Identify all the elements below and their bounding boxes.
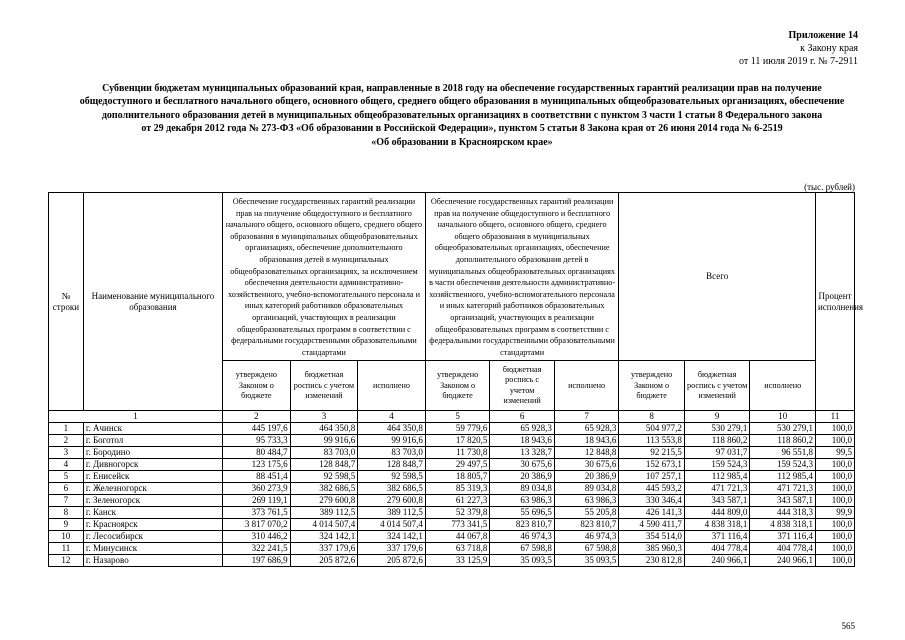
amount-cell: 152 673,1: [619, 459, 685, 471]
header-percent: Процент исполнения: [815, 193, 854, 411]
column-number: 4: [358, 411, 426, 423]
amount-cell: 99 916,6: [358, 435, 426, 447]
amount-cell: 230 812,8: [619, 555, 685, 567]
amount-cell: 205 872,6: [358, 555, 426, 567]
amount-cell: 118 860,2: [684, 435, 750, 447]
table-row: [49, 519, 855, 531]
amount-cell: 67 598,8: [554, 543, 619, 555]
amount-cell: 426 141,3: [619, 507, 685, 519]
amount-cell: 464 350,8: [358, 423, 426, 435]
amount-cell: 17 820,5: [425, 435, 490, 447]
amount-cell: 360 273,9: [223, 483, 291, 495]
header-executed: исполнено: [554, 361, 619, 411]
amount-cell: 773 341,5: [425, 519, 490, 531]
amount-cell: 11 730,8: [425, 447, 490, 459]
header-group-support-staff: Обеспечение государственных гарантий реализации прав на получение общедоступного и бесплатного начального общего, основного общего, среднего общего образования в муниципальных общеобразовательных организациях, обеспечение дополнительного образования детей в муниципальных общеобразовательных организациях в части обеспечения деятельности административно-хозяйственного, учебно-вспомогательного персонала и иных категорий работников образовательных организаций, участвующих в реализации общеобразовательных программ в соответствии с федеральными государственными образовательными стандартами: [425, 193, 619, 361]
municipality-name: г. Железногорск: [83, 483, 222, 495]
amount-cell: 197 686,9: [223, 555, 291, 567]
amount-cell: 382 686,5: [358, 483, 426, 495]
amount-cell: 504 977,2: [619, 423, 685, 435]
amount-cell: 18 805,7: [425, 471, 490, 483]
amount-cell: 83 703,0: [290, 447, 358, 459]
amount-cell: 63 986,3: [490, 495, 555, 507]
amount-cell: 55 696,5: [490, 507, 555, 519]
row-number: 4: [49, 459, 84, 471]
amount-cell: 240 966,1: [750, 555, 816, 567]
percent-cell: 100,0: [815, 435, 854, 447]
amount-cell: 55 205,8: [554, 507, 619, 519]
municipality-name: г. Боготол: [83, 435, 222, 447]
amount-cell: 35 093,5: [490, 555, 555, 567]
table-row: [49, 495, 855, 507]
header-group-total: Всего: [619, 193, 816, 361]
page-number: 565: [841, 621, 855, 631]
column-number: 6: [490, 411, 555, 423]
amount-cell: 89 034,8: [554, 483, 619, 495]
table-row: [49, 531, 855, 543]
amount-cell: 12 848,8: [554, 447, 619, 459]
column-number: 10: [750, 411, 816, 423]
table-row: [49, 447, 855, 459]
amount-cell: 464 350,8: [290, 423, 358, 435]
amount-cell: 18 943,6: [490, 435, 555, 447]
table-row: [49, 507, 855, 519]
column-number: 7: [554, 411, 619, 423]
amount-cell: 20 386,9: [554, 471, 619, 483]
percent-cell: 100,0: [815, 519, 854, 531]
amount-cell: 112 985,4: [684, 471, 750, 483]
amount-cell: 63 718,8: [425, 543, 490, 555]
amount-cell: 89 034,8: [490, 483, 555, 495]
amount-cell: 83 703,0: [358, 447, 426, 459]
row-number: 8: [49, 507, 84, 519]
row-number: 11: [49, 543, 84, 555]
amount-cell: 354 514,0: [619, 531, 685, 543]
title-line: Субвенции бюджетам муниципальных образований края, направленные в 2018 году на обеспечение государственных гарантий реализации прав на получение: [102, 83, 822, 94]
percent-cell: 100,0: [815, 495, 854, 507]
amount-cell: 471 721,3: [684, 483, 750, 495]
header-planned: бюджетная роспись с учетом изменений: [490, 361, 555, 411]
column-number: 2: [223, 411, 291, 423]
amount-cell: 85 319,3: [425, 483, 490, 495]
amount-cell: 310 446,2: [223, 531, 291, 543]
header-planned: бюджетная роспись с учетом изменений: [290, 361, 358, 411]
amount-cell: 35 093,5: [554, 555, 619, 567]
amount-cell: 337 179,6: [290, 543, 358, 555]
row-number: 3: [49, 447, 84, 459]
amount-cell: 30 675,6: [554, 459, 619, 471]
amount-cell: 471 721,3: [750, 483, 816, 495]
column-number: 8: [619, 411, 685, 423]
row-number: 7: [49, 495, 84, 507]
amount-cell: 279 600,8: [358, 495, 426, 507]
amount-cell: 159 524,3: [684, 459, 750, 471]
percent-cell: 99,9: [815, 507, 854, 519]
municipality-name: г. Ачинск: [83, 423, 222, 435]
amount-cell: 113 553,8: [619, 435, 685, 447]
row-number: 6: [49, 483, 84, 495]
amount-cell: 65 928,3: [490, 423, 555, 435]
table-row: [49, 435, 855, 447]
amount-cell: 823 810,7: [554, 519, 619, 531]
percent-cell: 100,0: [815, 555, 854, 567]
title-line: «Об образовании в Красноярском крае»: [371, 136, 553, 148]
table-row: [49, 459, 855, 471]
amount-cell: 44 067,8: [425, 531, 490, 543]
amount-cell: 128 848,7: [290, 459, 358, 471]
amount-cell: 343 587,1: [750, 495, 816, 507]
amount-cell: 530 279,1: [750, 423, 816, 435]
amount-cell: 382 686,5: [290, 483, 358, 495]
amount-cell: 404 778,4: [750, 543, 816, 555]
title-line: дополнительного образования детей в муниципальных общеобразовательных организациях в соответствии с пунктом 3 части 1 статьи 8 Федерального закона: [101, 109, 823, 121]
percent-cell: 99,5: [815, 447, 854, 459]
header-municipality: Наименование муниципального образования: [83, 193, 222, 411]
header-approved: утверждено Законом о бюджете: [425, 361, 490, 411]
amount-cell: 107 257,1: [619, 471, 685, 483]
amount-cell: 67 598,8: [490, 543, 555, 555]
amount-cell: 61 227,3: [425, 495, 490, 507]
document-title: [62, 82, 862, 149]
amount-cell: 46 974,3: [554, 531, 619, 543]
amount-cell: 123 175,6: [223, 459, 291, 471]
table-row: [49, 471, 855, 483]
row-number: 2: [49, 435, 84, 447]
amount-cell: 118 860,2: [750, 435, 816, 447]
amount-cell: 823 810,7: [490, 519, 555, 531]
column-number: 5: [425, 411, 490, 423]
title-line: от 29 декабря 2012 года № 273-ФЗ «Об образовании в Российской Федерации», пунктом 5 статьи 8 Закона края от 26 июня 2014 года № 6-2519: [141, 123, 783, 135]
amount-cell: 30 675,6: [490, 459, 555, 471]
appendix-law: к Закону края: [800, 43, 858, 54]
appendix-date-number: от 11 июля 2019 г. № 7-2911: [738, 56, 858, 67]
percent-cell: 100,0: [815, 483, 854, 495]
percent-cell: 100,0: [815, 471, 854, 483]
amount-cell: 324 142,1: [290, 531, 358, 543]
row-number: 12: [49, 555, 84, 567]
amount-cell: 4 838 318,1: [750, 519, 816, 531]
table-row: [49, 555, 855, 567]
table-row: [49, 423, 855, 435]
amount-cell: 29 497,5: [425, 459, 490, 471]
row-number: 9: [49, 519, 84, 531]
header-group-general: Обеспечение государственных гарантий реализации прав на получение общедоступного и бесплатного начального общего, основного общего, среднего общего образования в муниципальных общеобразовательных организациях, обеспечение дополнительного образования детей в муниципальных общеобразовательных организациях, за исключением обеспечения деятельности административно-хозяйственного, учебно-вспомогательного персонала и иных категорий работников образовательных организаций, участвующих в реализации общеобразовательных программ в соответствии с федеральными государственными образовательными стандартами: [223, 193, 426, 361]
amount-cell: 159 524,3: [750, 459, 816, 471]
amount-cell: 530 279,1: [684, 423, 750, 435]
column-numbers-row: [49, 411, 855, 423]
header-row-number: № строки: [49, 193, 84, 411]
amount-cell: 269 119,1: [223, 495, 291, 507]
amount-cell: 404 778,4: [684, 543, 750, 555]
amount-cell: 371 116,4: [750, 531, 816, 543]
amount-cell: 4 590 411,7: [619, 519, 685, 531]
percent-cell: 100,0: [815, 459, 854, 471]
amount-cell: 92 215,5: [619, 447, 685, 459]
table-row: [49, 543, 855, 555]
percent-cell: 100,0: [815, 531, 854, 543]
municipality-name: г. Бородино: [83, 447, 222, 459]
amount-cell: 59 779,6: [425, 423, 490, 435]
municipality-name: г. Канск: [83, 507, 222, 519]
amount-cell: 4 014 507,4: [290, 519, 358, 531]
amount-cell: 373 761,5: [223, 507, 291, 519]
amount-cell: 337 179,6: [358, 543, 426, 555]
amount-cell: 46 974,3: [490, 531, 555, 543]
row-number: 5: [49, 471, 84, 483]
municipality-name: г. Минусинск: [83, 543, 222, 555]
amount-cell: 92 598,5: [358, 471, 426, 483]
header-executed: исполнено: [750, 361, 816, 411]
amount-cell: 343 587,1: [684, 495, 750, 507]
municipality-name: г. Красноярск: [83, 519, 222, 531]
title-line: общедоступного и бесплатного начального общего, основного общего, среднего общего образования в муниципальных общеобразовательных организациях, обеспечение: [79, 96, 845, 108]
amount-cell: 20 386,9: [490, 471, 555, 483]
amount-cell: 279 600,8: [290, 495, 358, 507]
amount-cell: 97 031,7: [684, 447, 750, 459]
percent-cell: 100,0: [815, 423, 854, 435]
amount-cell: 112 985,4: [750, 471, 816, 483]
amount-cell: 444 809,0: [684, 507, 750, 519]
header-approved: утверждено Законом о бюджете: [619, 361, 685, 411]
amount-cell: 4 014 507,4: [358, 519, 426, 531]
amount-cell: 3 817 070,2: [223, 519, 291, 531]
amount-cell: 330 346,4: [619, 495, 685, 507]
row-number: 1: [49, 423, 84, 435]
amount-cell: 444 318,3: [750, 507, 816, 519]
column-number: 11: [815, 411, 854, 423]
header-executed: исполнено: [358, 361, 426, 411]
subventions-table: [48, 192, 864, 567]
amount-cell: 385 960,3: [619, 543, 685, 555]
amount-cell: 240 966,1: [684, 555, 750, 567]
amount-cell: 63 986,3: [554, 495, 619, 507]
amount-cell: 88 451,4: [223, 471, 291, 483]
amount-cell: 95 733,3: [223, 435, 291, 447]
amount-cell: 205 872,6: [290, 555, 358, 567]
amount-cell: 445 197,6: [223, 423, 291, 435]
amount-cell: 389 112,5: [290, 507, 358, 519]
amount-cell: 371 116,4: [684, 531, 750, 543]
amount-cell: 80 484,7: [223, 447, 291, 459]
municipality-name: г. Зеленогорск: [83, 495, 222, 507]
amount-cell: 52 379,8: [425, 507, 490, 519]
units-label: (тыс. рублей): [804, 182, 855, 192]
municipality-name: г. Лесосибирск: [83, 531, 222, 543]
amount-cell: 18 943,6: [554, 435, 619, 447]
amount-cell: 324 142,1: [358, 531, 426, 543]
amount-cell: 65 928,3: [554, 423, 619, 435]
header-planned: бюджетная роспись с учетом изменений: [684, 361, 750, 411]
amount-cell: 4 838 318,1: [684, 519, 750, 531]
amount-cell: 128 848,7: [358, 459, 426, 471]
amount-cell: 33 125,9: [425, 555, 490, 567]
column-number: 3: [290, 411, 358, 423]
amount-cell: 322 241,5: [223, 543, 291, 555]
column-number: 1: [49, 411, 223, 423]
table-row: [49, 483, 855, 495]
amount-cell: 96 551,8: [750, 447, 816, 459]
column-number: 9: [684, 411, 750, 423]
amount-cell: 92 598,5: [290, 471, 358, 483]
municipality-name: г. Назарово: [83, 555, 222, 567]
row-number: 10: [49, 531, 84, 543]
percent-cell: 100,0: [815, 543, 854, 555]
appendix-label: Приложение 14: [788, 30, 858, 41]
amount-cell: 99 916,6: [290, 435, 358, 447]
municipality-name: г. Дивногорск: [83, 459, 222, 471]
amount-cell: 13 328,7: [490, 447, 555, 459]
appendix-header: [739, 29, 858, 68]
municipality-name: г. Енисейск: [83, 471, 222, 483]
header-approved: утверждено Законом о бюджете: [223, 361, 291, 411]
amount-cell: 389 112,5: [358, 507, 426, 519]
amount-cell: 445 593,2: [619, 483, 685, 495]
